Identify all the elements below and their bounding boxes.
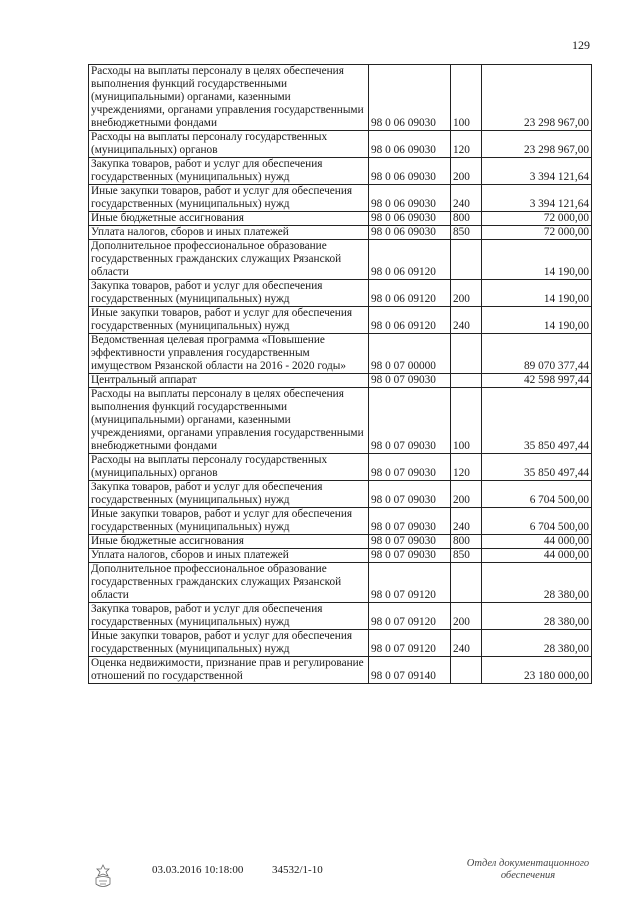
- row-name-cell: Иные закупки товаров, работ и услуг для обеспечения государственных (муниципальных) нужд: [89, 307, 369, 334]
- row-amount-cell: 23 298 967,00: [482, 131, 592, 158]
- row-code-cell: 98 0 07 09120: [369, 630, 451, 657]
- table-row: [89, 65, 592, 131]
- row-code-cell: 98 0 06 09120: [369, 307, 451, 334]
- row-code-cell: 98 0 06 09120: [369, 280, 451, 307]
- row-name-cell: Иные бюджетные ассигнования: [89, 535, 369, 549]
- row-code-cell: 98 0 06 09030: [369, 185, 451, 212]
- table-row: [89, 549, 592, 563]
- row-name-cell: Закупка товаров, работ и услуг для обеспечения государственных (муниципальных) нужд: [89, 603, 369, 630]
- row-amount-cell: 14 190,00: [482, 240, 592, 280]
- row-amount-cell: 35 850 497,44: [482, 388, 592, 454]
- table-row: [89, 563, 592, 603]
- row-type-cell: 240: [451, 508, 482, 535]
- row-name-cell: Ведомственная целевая программа «Повышение эффективности управления государственным имуществом Рязанской области на 2016 - 2020 годы»: [89, 334, 369, 374]
- table-row: [89, 307, 592, 334]
- table-row: [89, 226, 592, 240]
- footer-doc-number: 34532/1-10: [272, 864, 323, 876]
- row-amount-cell: 35 850 497,44: [482, 454, 592, 481]
- row-amount-cell: 72 000,00: [482, 212, 592, 226]
- row-code-cell: 98 0 07 09140: [369, 657, 451, 684]
- row-type-cell: [451, 240, 482, 280]
- row-name-cell: Центральный аппарат: [89, 374, 369, 388]
- row-code-cell: 98 0 06 09030: [369, 212, 451, 226]
- row-name-cell: Иные закупки товаров, работ и услуг для обеспечения государственных (муниципальных) нужд: [89, 630, 369, 657]
- table-row: [89, 131, 592, 158]
- row-amount-cell: 44 000,00: [482, 535, 592, 549]
- row-type-cell: [451, 657, 482, 684]
- row-amount-cell: 28 380,00: [482, 630, 592, 657]
- row-name-cell: Иные закупки товаров, работ и услуг для обеспечения государственных (муниципальных) нужд: [89, 508, 369, 535]
- row-amount-cell: 72 000,00: [482, 226, 592, 240]
- table-row: [89, 603, 592, 630]
- page-number: 129: [572, 38, 590, 52]
- row-amount-cell: 3 394 121,64: [482, 185, 592, 212]
- row-type-cell: 240: [451, 307, 482, 334]
- row-code-cell: 98 0 07 09030: [369, 535, 451, 549]
- page-footer: [0, 858, 640, 898]
- table-row: [89, 388, 592, 454]
- row-name-cell: Дополнительное профессиональное образование государственных гражданских служащих Рязанской области: [89, 240, 369, 280]
- row-code-cell: 98 0 07 09030: [369, 374, 451, 388]
- row-amount-cell: 89 070 377,44: [482, 334, 592, 374]
- table-row: [89, 280, 592, 307]
- row-code-cell: 98 0 07 09030: [369, 388, 451, 454]
- row-type-cell: 200: [451, 158, 482, 185]
- row-type-cell: 850: [451, 549, 482, 563]
- row-code-cell: 98 0 07 00000: [369, 334, 451, 374]
- coat-of-arms-icon: [92, 864, 114, 890]
- row-type-cell: 200: [451, 481, 482, 508]
- row-type-cell: 100: [451, 65, 482, 131]
- table-row: [89, 535, 592, 549]
- row-type-cell: [451, 563, 482, 603]
- row-name-cell: Закупка товаров, работ и услуг для обеспечения государственных (муниципальных) нужд: [89, 481, 369, 508]
- row-type-cell: 100: [451, 388, 482, 454]
- row-type-cell: 200: [451, 603, 482, 630]
- row-name-cell: Расходы на выплаты персоналу в целях обеспечения выполнения функций государственными (муниципальными) органами, казенными учреждениями, органами управления государственными внебюджетными фондами: [89, 388, 369, 454]
- row-amount-cell: 14 190,00: [482, 307, 592, 334]
- row-code-cell: 98 0 06 09120: [369, 240, 451, 280]
- row-name-cell: Расходы на выплаты персоналу в целях обеспечения выполнения функций государственными (муниципальными) органами, казенными учреждениями, органами управления государственными внебюджетными фондами: [89, 65, 369, 131]
- table-row: [89, 158, 592, 185]
- footer-department-stamp: Отдел документационного обеспечения: [466, 858, 590, 881]
- footer-date: 03.03.2016 10:18:00: [152, 864, 244, 876]
- row-name-cell: Иные закупки товаров, работ и услуг для обеспечения государственных (муниципальных) нужд: [89, 185, 369, 212]
- row-code-cell: 98 0 06 09030: [369, 158, 451, 185]
- table-row: [89, 334, 592, 374]
- table-row: [89, 454, 592, 481]
- row-type-cell: 850: [451, 226, 482, 240]
- row-name-cell: Уплата налогов, сборов и иных платежей: [89, 549, 369, 563]
- row-name-cell: Уплата налогов, сборов и иных платежей: [89, 226, 369, 240]
- row-code-cell: 98 0 06 09030: [369, 131, 451, 158]
- row-name-cell: Закупка товаров, работ и услуг для обеспечения государственных (муниципальных) нужд: [89, 280, 369, 307]
- table-row: [89, 508, 592, 535]
- budget-table-body: [89, 65, 592, 684]
- table-row: [89, 481, 592, 508]
- row-amount-cell: 14 190,00: [482, 280, 592, 307]
- table-row: [89, 212, 592, 226]
- row-type-cell: 120: [451, 454, 482, 481]
- row-amount-cell: 3 394 121,64: [482, 158, 592, 185]
- row-code-cell: 98 0 07 09030: [369, 508, 451, 535]
- row-amount-cell: 44 000,00: [482, 549, 592, 563]
- row-amount-cell: 6 704 500,00: [482, 481, 592, 508]
- row-name-cell: Закупка товаров, работ и услуг для обеспечения государственных (муниципальных) нужд: [89, 158, 369, 185]
- row-code-cell: 98 0 06 09030: [369, 226, 451, 240]
- row-type-cell: 800: [451, 535, 482, 549]
- row-amount-cell: 6 704 500,00: [482, 508, 592, 535]
- row-name-cell: Оценка недвижимости, признание прав и регулирование отношений по государственной: [89, 657, 369, 684]
- table-row: [89, 630, 592, 657]
- table-row: [89, 657, 592, 684]
- row-code-cell: 98 0 07 09030: [369, 549, 451, 563]
- row-type-cell: [451, 334, 482, 374]
- row-type-cell: 240: [451, 630, 482, 657]
- row-code-cell: 98 0 07 09120: [369, 563, 451, 603]
- row-type-cell: 240: [451, 185, 482, 212]
- row-code-cell: 98 0 06 09030: [369, 65, 451, 131]
- row-code-cell: 98 0 07 09120: [369, 603, 451, 630]
- row-type-cell: 200: [451, 280, 482, 307]
- row-type-cell: 800: [451, 212, 482, 226]
- row-amount-cell: 23 180 000,00: [482, 657, 592, 684]
- row-name-cell: Иные бюджетные ассигнования: [89, 212, 369, 226]
- row-name-cell: Дополнительное профессиональное образование государственных гражданских служащих Рязанской области: [89, 563, 369, 603]
- row-type-cell: 120: [451, 131, 482, 158]
- table-row: [89, 374, 592, 388]
- table-row: [89, 185, 592, 212]
- row-code-cell: 98 0 07 09030: [369, 481, 451, 508]
- row-amount-cell: 42 598 997,44: [482, 374, 592, 388]
- row-amount-cell: 28 380,00: [482, 603, 592, 630]
- table-row: [89, 240, 592, 280]
- row-name-cell: Расходы на выплаты персоналу государственных (муниципальных) органов: [89, 454, 369, 481]
- row-code-cell: 98 0 07 09030: [369, 454, 451, 481]
- row-type-cell: [451, 374, 482, 388]
- row-amount-cell: 28 380,00: [482, 563, 592, 603]
- row-name-cell: Расходы на выплаты персоналу государственных (муниципальных) органов: [89, 131, 369, 158]
- row-amount-cell: 23 298 967,00: [482, 65, 592, 131]
- budget-table: [88, 64, 592, 684]
